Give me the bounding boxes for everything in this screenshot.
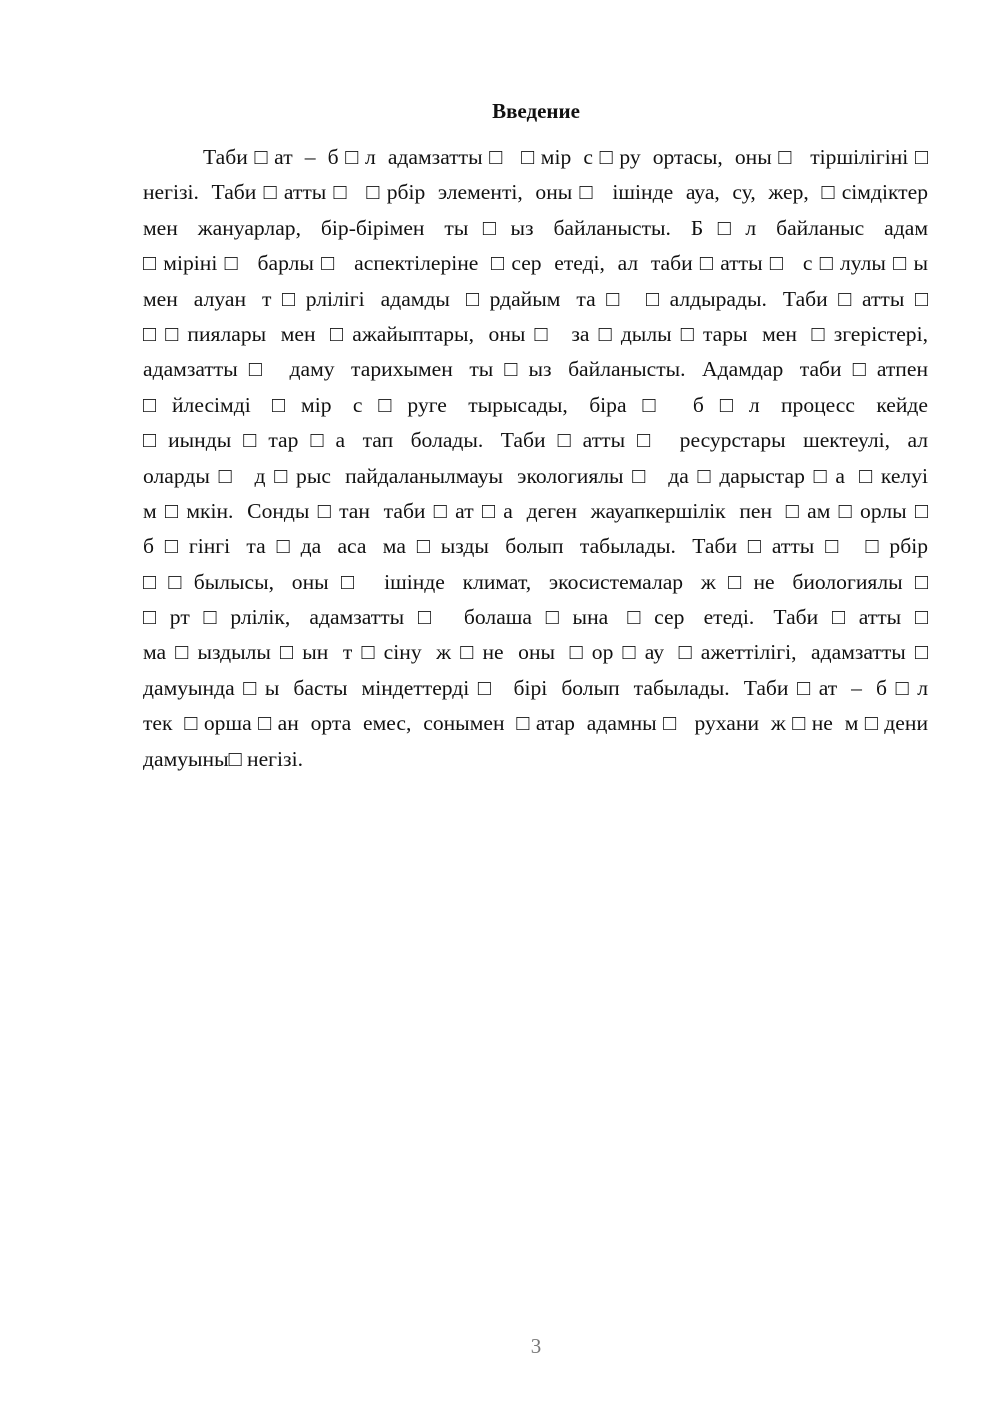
paragraph-line: дамуыны□ негізі. — [143, 746, 303, 771]
paragraph-line: негізі. Таби□атты□ □рбір элементі, оны□ ішінде ауа, су, жер, □сімдіктер — [143, 180, 928, 205]
paragraph-line: дамуында□ы басты міндеттерді□ бірі болып табылады. Таби□ат – б□л — [143, 675, 928, 700]
paragraph-line: Таби□ат – б□л адамзатты□ □мір с□ру ортасы, оны□ тіршілігіні□ — [203, 145, 928, 169]
paragraph-line: м□мкін. Сонды□тан таби□ат□а деген жауапкершілік пен □ам□орлы□ — [143, 498, 928, 523]
paragraph-line: мен жануарлар, бір-бірімен ты□ыз байланысты. Б□л байланыс адам — [143, 215, 928, 240]
paragraph-line: мен алуан т□рлілігі адамды □рдайым та□ □алдырады. Таби□атты□ — [143, 286, 928, 311]
page-title: Введение — [492, 99, 580, 123]
paragraph-line: □иынды□тар□а тап болады. Таби□атты□ ресурстары шектеулі, ал — [143, 428, 928, 453]
paragraph-line: тек □орша□ан орта емес, сонымен □атар адамны□ рухани ж□не м□дени — [143, 711, 928, 736]
paragraph-line: □рт□рлілік, адамзатты□ болаша□ына □сер етеді. Таби□атты□ — [143, 605, 928, 630]
paragraph-line: оларды□ д□рыс пайдаланылмауы экологиялы□ да□дарыстар□а □келуі — [143, 463, 928, 488]
paragraph-line: б□гінгі та□да аса ма□ызды болып табылады. Таби□атты□ □рбір — [143, 534, 928, 559]
paragraph-line: □□пиялары мен □ажайыптары, оны□ за□дылы□тары мен □згерістері, — [143, 321, 928, 346]
page-number: 3 — [530, 1334, 542, 1358]
paragraph-line: □□былысы, оны□ ішінде климат, экосистемалар ж□не биологиялы□ — [143, 569, 928, 594]
paragraph-line: □йлесімді □мір с□руге тырысады, біра□ б□л процесс кейде — [143, 392, 928, 417]
paragraph-line: ма□ыздылы□ын т□сіну ж□не оны □ор□ау □ажеттілігі, адамзатты□ — [143, 640, 928, 665]
paragraph-line: адамзатты□ даму тарихымен ты□ыз байланысты. Адамдар таби□атпен — [143, 357, 928, 382]
body-paragraph — [143, 140, 928, 777]
paragraph-line: □мірінi□ барлы□ аспектілеріне □сер етеді, ал таби□атты□ с□лулы□ы — [143, 251, 928, 276]
